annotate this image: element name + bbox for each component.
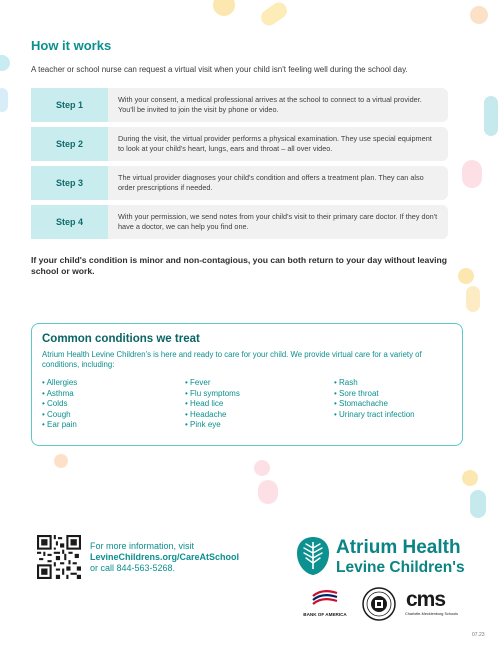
- condition-item: • Sore throat: [334, 389, 415, 400]
- condition-item: • Allergies: [42, 378, 77, 389]
- bank-of-america-flag-icon: [312, 588, 338, 608]
- more-info-line: For more information, visit: [90, 541, 195, 551]
- decorative-shape: [470, 6, 488, 24]
- condition-item: • Stomachache: [334, 399, 415, 410]
- decorative-shape: [213, 0, 235, 16]
- decorative-shape: [54, 454, 68, 468]
- conditions-title: Common conditions we treat: [42, 333, 200, 345]
- decorative-shape: [254, 460, 270, 476]
- bank-of-america-text: BANK OF AMERICA: [303, 612, 347, 617]
- decorative-shape: [258, 480, 278, 504]
- decorative-shape: [0, 88, 8, 112]
- condition-item: • Ear pain: [42, 420, 77, 431]
- condition-item: • Headache: [185, 410, 240, 421]
- decorative-shape: [0, 55, 10, 71]
- cms-logo-text: cms: [406, 588, 446, 611]
- cms-subtitle: Charlotte-Mecklenburg Schools: [405, 612, 458, 616]
- step-text: With your consent, a medical professional arrives at the school to connect to a virtual provider. You'll be invited to join the visit by phone or video.: [118, 95, 422, 114]
- atrium-tree-logo-icon: [296, 536, 330, 576]
- condition-item: • Fever: [185, 378, 240, 389]
- decorative-shape: [458, 268, 474, 284]
- step-text: During the visit, the virtual provider performs a physical examination. They use special equipment to look at your child's heart, lungs, ears and throat – all over video.: [118, 134, 432, 153]
- step-row: [31, 88, 448, 122]
- step-text: With your permission, we send notes from your child's visit to their primary care doctor. If they don't have a doctor, we can help you find one.: [118, 212, 438, 231]
- decorative-shape: [462, 160, 482, 188]
- more-info: [90, 541, 239, 574]
- atrium-health-logo-text: Atrium Health: [336, 537, 461, 558]
- step-label: Step 4: [31, 205, 108, 239]
- condition-item: • Rash: [334, 378, 415, 389]
- step-row: [31, 166, 448, 200]
- step-row: [31, 205, 448, 239]
- city-seal-icon: [362, 587, 396, 621]
- conditions-box: [31, 323, 463, 446]
- steps-list: [31, 88, 448, 244]
- qr-code-icon[interactable]: [37, 535, 81, 579]
- condition-item: • Pink eye: [185, 420, 240, 431]
- condition-item: • Cough: [42, 410, 77, 421]
- decorative-shape: [258, 0, 290, 29]
- phone-line: or call 844-563-5268.: [90, 563, 176, 573]
- page-title: How it works: [31, 38, 112, 53]
- website-link[interactable]: LevineChildrens.org/CareAtSchool: [90, 552, 240, 562]
- condition-item: • Flu symptoms: [185, 389, 240, 400]
- conditions-column-3: [334, 378, 415, 420]
- step-label: Step 3: [31, 166, 108, 200]
- bank-of-america-logo: [300, 588, 350, 620]
- levine-childrens-logo-text: Levine Children's: [336, 559, 465, 576]
- decorative-shape: [466, 286, 480, 312]
- decorative-shape: [470, 490, 486, 518]
- condition-item: • Asthma: [42, 389, 77, 400]
- step-label: Step 2: [31, 127, 108, 161]
- step-text: The virtual provider diagnoses your child's condition and offers a treatment plan. They can also order prescriptions if needed.: [118, 173, 424, 192]
- decorative-shape: [462, 470, 478, 486]
- condition-item: • Colds: [42, 399, 77, 410]
- step-label: Step 1: [31, 88, 108, 122]
- decorative-shape: [484, 96, 498, 136]
- conditions-column-2: [185, 378, 240, 431]
- minor-condition-note: If your child's condition is minor and non-contagious, you can both return to your day without leaving school or work.: [31, 255, 447, 276]
- conditions-text: Atrium Health Levine Children's is here and ready to care for your child. We provide virtual care for a variety of conditions, including:: [42, 350, 422, 369]
- condition-item: • Head lice: [185, 399, 240, 410]
- conditions-column-1: [42, 378, 77, 431]
- condition-item: • Urinary tract infection: [334, 410, 415, 421]
- intro-text: A teacher or school nurse can request a virtual visit when your child isn't feeling well during the school day.: [31, 65, 408, 74]
- document-code: 07.23: [472, 632, 485, 638]
- step-row: [31, 127, 448, 161]
